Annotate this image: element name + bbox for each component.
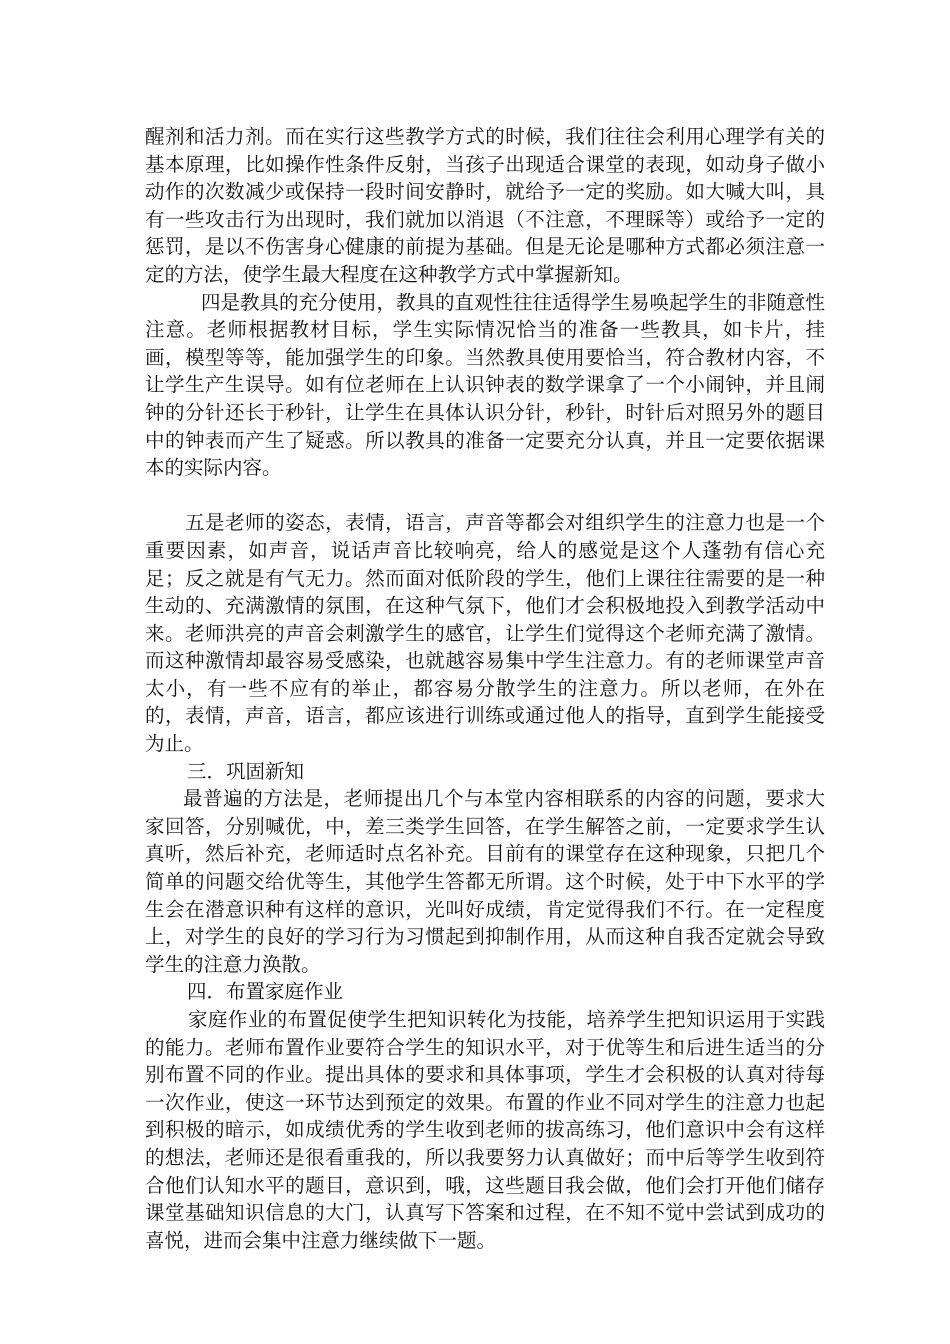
- section-heading-homework: 四．布置家庭作业: [187, 980, 344, 1004]
- paragraph-intro-continuation: 醒剂和活力剂。而在实行这些教学方式的时候，我们往往会利用心理学有关的基本原理，比如操作性条件反射，当孩子出现适合课堂的表现，如动身子做小动作的次数减少或保持一段时间安静时，就给予一定的奖励。如大喊大叫，具有一些攻击行为出现时，我们就加以消退（不注意，不理睬等）或给予一定的惩罚，是以不伤害身心健康的前提为基础。但是无论是哪种方式都必须注意一定的方法，使学生最大程度在这种教学方式中掌握新知。: [145, 125, 825, 286]
- paragraph-consolidate: 最普遍的方法是，老师提出几个与本堂内容相联系的内容的问题，要求大家回答，分别喊优，中，差三类学生回答，在学生解答之前，一定要求学生认真听，然后补充，老师适时点名补充。目前有的课堂存在这种现象，只把几个简单的问题交给优等生，其他学生答都无所谓。这个时候，处于中下水平的学生会在潜意识种有这样的意识，光叫好成绩，肯定觉得我们不行。在一定程度上，对学生的良好的学习行为习惯起到抑制作用，从而这种自我否定就会导致学生的注意力涣散。: [145, 787, 825, 976]
- paragraph-spacer: [145, 482, 825, 510]
- paragraph-homework: 家庭作业的布置促使学生把知识转化为技能，培养学生把知识运用于实践的能力。老师布置作业要符合学生的知识水平，对于优等生和后进生适当的分别布置不同的作业。提出具体的要求和具体事项，学生才会积极的认真对待每一次作业，使这一环节达到预定的效果。布置的作业不同对学生的注意力也起到积极的暗示，如成绩优秀的学生收到老师的拔高练习，他们意识中会有这样的想法，老师还是很看重我的，所以我要努力认真做好；而中后等学生收到符合他们认知水平的题目，意识到，哦，这些题目我会做，他们会打开他们储存课堂基础知识信息的大门，认真写下答案和过程，在不知不觉中尝试到成功的喜悦，进而会集中注意力继续做下一题。: [145, 1008, 825, 1252]
- paragraph-teaching-aids: 四是教具的充分使用，教具的直观性往往适得学生易唤起学生的非随意性注意。老师根据教材目标，学生实际情况恰当的准备一些教具，如卡片，挂画，模型等等，能加强学生的印象。当然教具使用要恰当，符合教材内容，不让学生产生误导。如有位老师在上认识钟表的数学课拿了一个小闹钟，并且闹钟的分针还长于秒针，让学生在具体认识分针，秒针，时针后对照另外的题目中的钟表而产生了疑惑。所以教具的准备一定要充分认真，并且一定要依据课本的实际内容。: [145, 290, 826, 480]
- section-heading-consolidate: 三．巩固新知: [187, 759, 305, 783]
- paragraph-teacher-demeanor: 五是老师的姿态，表情，语言，声音等都会对组织学生的注意力也是一个重要因素，如声音，说话声音比较响亮，给人的感觉是这个人蓬勃有信心充足；反之就是有气无力。然而面对低阶段的学生，他们上课往往需要的是一种生动的、充满激情的氛围，在这种气氛下，他们才会积极地投入到教学活动中来。老师洪亮的声音会刺激学生的感官，让学生们觉得这个老师充满了激情。而这种激情却最容易受感染，也就越容易集中学生注意力。有的老师课堂声音太小，有一些不应有的举止，都容易分散学生的注意力。所以老师，在外在的，表情，声音，语言，都应该进行训练或通过他人的指导，直到学生能接受为止。: [145, 511, 825, 756]
- document-body: [145, 123, 825, 1254]
